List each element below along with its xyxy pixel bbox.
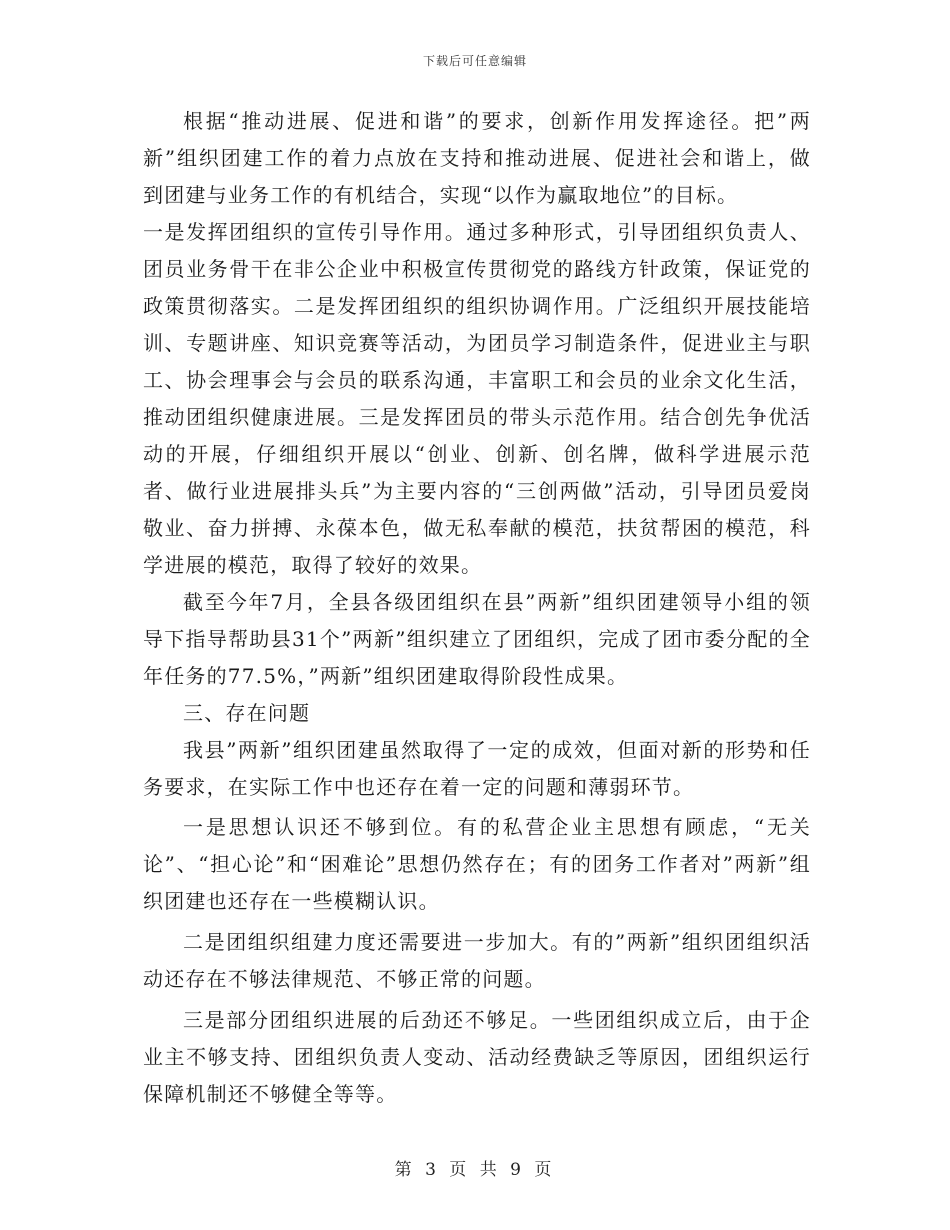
paragraph-2: 一是发挥团组织的宣传引导作用。通过多种形式，引导团组织负责人、团员业务骨干在非公企业中积极宣传贯彻党的路线方针政策，保证党的政策贯彻落实。二是发挥团组织的组织协调作用。广泛组织开展技能培训、专题讲座、知识竞赛等活动，为团员学习制造条件，促进业主与职工、协会理事会与会员的联系沟通，丰富职工和会员的业余文化生活，推动团组织健康进展。三是发挥团员的带头示范作用。结合创先争优活动的开展，仔细组织开展以“创业、创新、创名牌，做科学进展示范者、做行业进展排头兵”为主要内容的“三创两做”活动，引导团员爱岗敬业、奋力拼搏、永葆本色，做无私奉献的模范，扶贫帮困的模范，科学进展的模范，取得了较好的效果。 bbox=[143, 220, 811, 577]
page-header: 下载后可任意编辑 bbox=[422, 54, 527, 68]
paragraph-5: 一是思想认识还不够到位。有的私营企业主思想有顾虑，“无关论”、“担心论”和“困难论”思想仍然存在；有的团务工作者对”两新”组织团建也还存在一些模糊认识。 bbox=[143, 815, 811, 913]
paragraph-1: 根据“推动进展、促进和谐”的要求，创新作用发挥途径。把”两新”组织团建工作的着力点放在支持和推动进展、促进社会和谐上，做到团建与业务工作的有机结合，实现“以作为赢取地位”的目标。 bbox=[143, 109, 811, 207]
section-heading: 三、存在问题 bbox=[183, 701, 311, 725]
document-body bbox=[143, 103, 811, 1113]
paragraph-6: 二是团组织组建力度还需要进一步加大。有的”两新”组织团组织活动还存在不够法律规范、不够正常的问题。 bbox=[143, 930, 811, 991]
paragraph-3: 截至今年7月，全县各级团组织在县”两新”组织团建领导小组的领导下指导帮助县31个”两新”组织建立了团组织，完成了团市委分配的全年任务的77.5%，”两新”组织团建取得阶段性成果。 bbox=[143, 590, 811, 688]
paragraph-7: 三是部分团组织进展的后劲还不够足。一些团组织成立后，由于企业主不够支持、团组织负责人变动、活动经费缺乏等原因，团组织运行保障机制还不够健全等等。 bbox=[143, 1008, 811, 1106]
paragraph-4: 我县”两新”组织团建虽然取得了一定的成效，但面对新的形势和任务要求，在实际工作中也还存在着一定的问题和薄弱环节。 bbox=[143, 738, 811, 799]
page-number: 第 3 页 共 9 页 bbox=[394, 1160, 556, 1180]
